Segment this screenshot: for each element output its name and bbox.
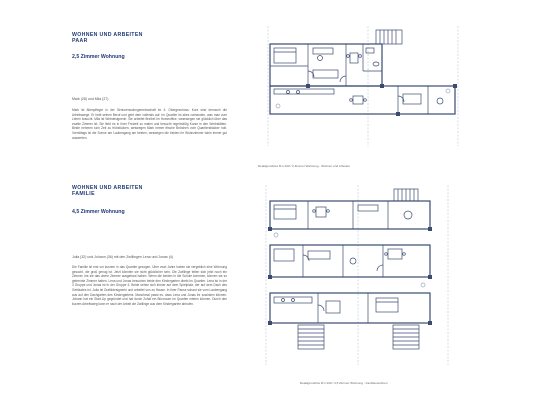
residents: Mark (28) und Mila (27)	[72, 97, 109, 101]
floor-plan-4-5-room	[258, 185, 458, 365]
residents: Julia (32) und Johann (36) mit den Zwillingen Lena und Jonas (4)	[72, 255, 173, 259]
floor-plan-2-5-room	[258, 26, 473, 146]
apartment-type: 2,5 Zimmer Wohnung	[72, 54, 125, 60]
section-couple	[0, 0, 550, 185]
floor-plan-drawing	[258, 26, 473, 146]
plan-caption: Detailgrundriss M 1:100 / 4,5 Zimmer Wohnung - Familienwohnen	[300, 381, 388, 385]
heading-line-2: FAMILIE	[72, 191, 95, 198]
heading-line-1: WOHNEN UND ARBEITEN	[72, 32, 143, 38]
story-text: Mark ist Altenpfleger in der Seniorenwohngemeinschaft im 4. Obergeschoss. Kurz sind dennoch die Arbeitswege. Er liebt seinen Beruf und geht dem vollends auf. Im Quartier ist alles vorhanden, was man zum Leben braucht. Mila ist Webdesignerin. Sie arbeitet flexibel im Homeoffice, wesewegen sie glücklich über das zweite Zimmer ist. Sie liebt es in ihrer Freizeit zu malen und besucht regelmäßig Kurse in den Werkstätten. Beide nehmen sich Zeit zu frühstücken, weswegen Mark immer frische Brötchen vom Quartiersbäcker holt. Vormittags ist die Sonne am Laubengang am besten, weswegen die beiden ihr Wohnzimmer darin immer gut auswerten.	[72, 108, 227, 140]
section-heading	[72, 32, 143, 45]
section-heading	[72, 185, 143, 198]
section-family	[0, 185, 550, 400]
plan-caption: Detailgrundriss M 1:100 / 2 Zimmer Wohnung - Wohnen und Arbeiten	[258, 164, 350, 168]
heading-line-2: PAAR	[72, 38, 88, 45]
floor-plan-drawing	[258, 185, 458, 365]
heading-line-1: WOHNEN UND ARBEITEN	[72, 185, 143, 191]
apartment-type: 4,5 Zimmer Wohnung	[72, 209, 125, 215]
story-text: Die Familie ist erst vor kurzem in das Quartier gezogen. Über zwei Jahre haben sie vergeblich eine Wohnung gesucht, die groß genug ist. Jetzt könnten sie nicht glücklicher sein. Die Zwillinge teilen sich jetzt noch ein Zimmer, bis sie das obere Zimmer ausgebaut haben. Wenn die beiden in die Schule kommen, können sie so getrennte Zimmer haben. Lena und Jonas besuchen beide den Kindergarten direkt im Quartier. Lena ist in der 3 Gruppe und Jonas ist in der Gruppe 4. Beide sehen sich immer auf dem Spielplatz, der auf dem Dach des Gebäudes ist. Julia ist Grafikdesignerin und arbeitet von zu Hause. In ihrer Pause schaut sie vom Laubengang aus auf den Dachgarten des Kindergartens. Manchmal passt es, dass Lena und Jonas ihr zuwinken können. Johann hat ein Start-Up gegründet und hat durch Zufall ein Büroraum im Quartier mieten können. Durch den kurzen Arbeitsweg kann er nach der Arbeit die Zwillinge aus dem Kindergarten abholen.	[72, 265, 227, 306]
